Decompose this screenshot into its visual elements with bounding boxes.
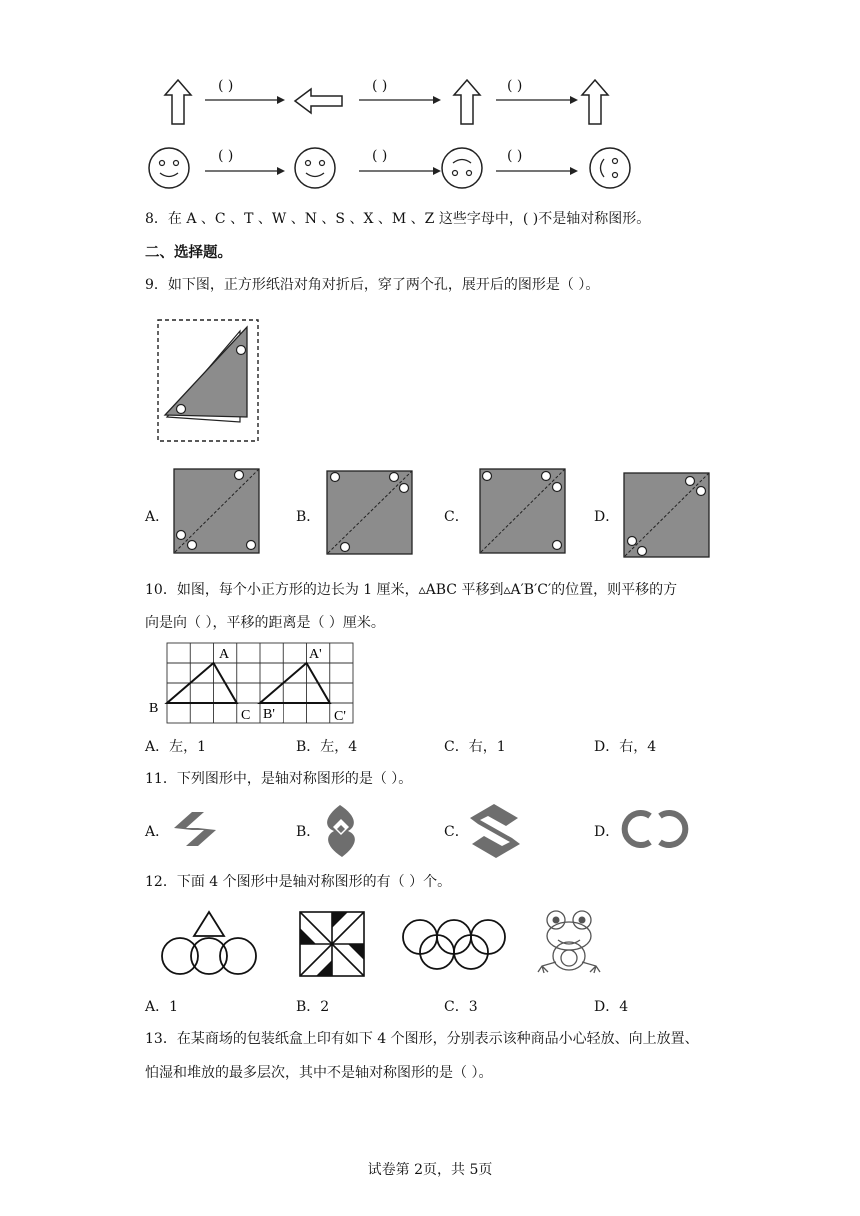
q10-label-c: C [241,708,251,723]
sideways-face-icon [588,146,632,190]
up-arrow-icon [452,78,482,126]
q10-label-b-prime: B' [263,707,275,722]
q7-blank-2: ( ) [372,78,388,94]
q11-option-a-label[interactable]: A． [145,824,170,840]
right-arrow-icon [496,96,578,104]
q10-option-c[interactable]: C．右，1 [444,739,506,755]
q9-option-d-label[interactable]: D． [594,509,620,525]
q12-rings-triangle-figure [160,910,260,978]
q13-text-line1: 13．在某商场的包装纸盒上印有如下 4 个图形，分别表示该种商品小心轻放、向上放置、 [145,1031,699,1047]
right-arrow-icon [496,167,578,175]
q7-blank-3: ( ) [507,78,523,94]
q12-pinwheel-figure [298,910,368,980]
right-arrow-icon [359,96,441,104]
page-footer: 试卷第 2页，共 5页 [367,1162,493,1178]
q11-option-c-label[interactable]: C． [444,824,469,840]
q7-blank-5: ( ) [372,148,388,164]
q12-option-c[interactable]: C．3 [444,999,478,1015]
q9-option-d-figure[interactable] [623,472,711,560]
upside-down-face-icon [440,146,484,190]
q10-option-d[interactable]: D．右，4 [594,739,657,755]
left-arrow-icon [293,87,345,115]
q12-option-a[interactable]: A．1 [145,999,179,1015]
right-arrow-icon [359,167,441,175]
q8-text: 8．在 A 、C 、T 、W 、N 、S 、X 、M 、Z 这些字母中，( )不是轴对称图形。 [145,211,651,227]
q9-option-c-label[interactable]: C． [444,509,469,525]
q7-blank-1: ( ) [218,78,234,94]
q11-option-b-label[interactable]: B． [296,824,321,840]
q10-label-c-prime: C' [334,709,346,724]
q12-olympic-rings-figure [400,917,510,973]
right-arrow-icon [205,167,285,175]
q11-option-d-chanel-logo-icon[interactable] [622,808,688,850]
section-heading: 二、选择题。 [145,245,232,261]
q9-folded-paper-figure [157,319,261,443]
q12-option-b[interactable]: B．2 [296,999,330,1015]
q9-option-c-figure[interactable] [479,468,567,556]
q10-text-line2: 向是向（ ），平移的距离是（ ）厘米。 [145,615,385,631]
q13-text-line2: 怕湿和堆放的最多层次，其中不是轴对称图形的是（ ）。 [145,1065,493,1081]
q7-blank-6: ( ) [507,148,523,164]
q12-text: 12．下面 4 个图形中是轴对称图形的有（ ）个。 [145,874,452,890]
q9-option-b-figure[interactable] [326,470,414,556]
q10-grid-figure [145,640,360,726]
q9-option-a-label[interactable]: A． [145,509,170,525]
q10-label-a: A [219,647,230,662]
smiley-face-icon [293,146,337,190]
q9-text: 9．如下图，正方形纸沿对角对折后，穿了两个孔，展开后的图形是（ ）。 [145,277,600,293]
q10-label-a-prime: A' [309,647,322,662]
q10-text-line1: 10．如图，每个小正方形的边长为 1 厘米，▵ABC 平移到▵A′B′C′的位置，则平移的方 [145,582,678,598]
q11-option-a-logo-icon[interactable] [170,808,220,850]
q10-label-b: B [149,701,159,716]
q10-option-b[interactable]: B．左，4 [296,739,358,755]
q12-frog-figure [536,908,602,978]
q9-option-a-figure[interactable] [173,468,261,556]
q11-text: 11．下列图形中，是轴对称图形的是（ ）。 [145,771,413,787]
q10-option-a[interactable]: A．左，1 [145,739,207,755]
q9-option-b-label[interactable]: B． [296,509,321,525]
q11-option-d-label[interactable]: D． [594,824,620,840]
q7-blank-4: ( ) [218,148,234,164]
right-arrow-icon [205,96,285,104]
up-arrow-icon [580,78,610,126]
up-arrow-icon [163,78,193,126]
q11-option-b-logo-icon[interactable] [318,803,364,859]
q12-option-d[interactable]: D．4 [594,999,629,1015]
q11-option-c-logo-icon[interactable] [468,802,522,860]
smiley-face-icon [147,146,191,190]
